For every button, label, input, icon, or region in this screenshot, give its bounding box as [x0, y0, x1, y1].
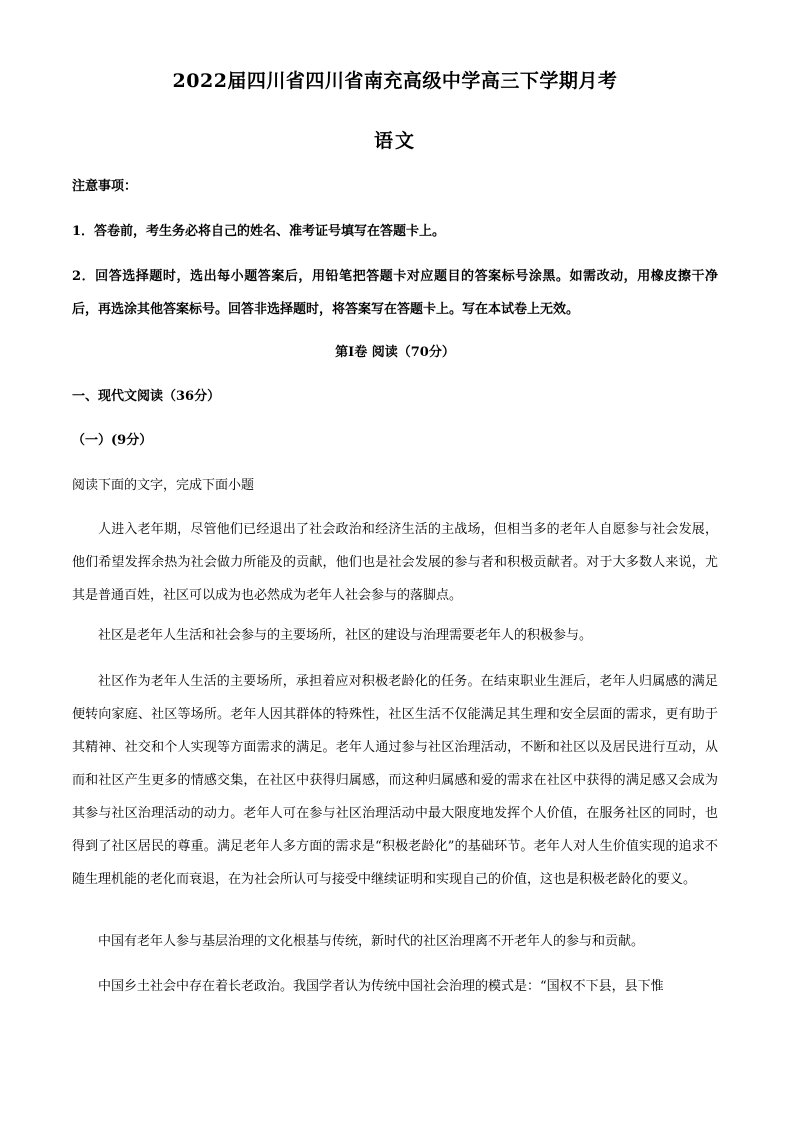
volume-heading: 第Ⅰ卷 阅读（70分） — [335, 345, 455, 360]
paragraph-5: 中国乡土社会中存在着长老政治。我国学者认为传统中国社会治理的模式是：“国权不下县，县下惟 — [98, 979, 664, 994]
paragraph-2: 社区是老年人生活和社会参与的主要场所，社区的建设与治理需要老年人的积极参与。 — [98, 628, 593, 643]
notice-item-1: 1．答卷前，考生务必将自己的姓名、准考证号填写在答题卡上。 — [72, 224, 446, 239]
paragraph-4: 中国有老年人参与基层治理的文化根基与传统，新时代的社区治理离不开老年人的参与和贡献。 — [98, 934, 645, 949]
reading-instruction: 阅读下面的文字，完成下面小题 — [72, 478, 255, 493]
notice-heading: 注意事项： — [72, 179, 138, 194]
subject-title: 语文 — [373, 130, 416, 152]
paragraph-3: 社区作为老年人生活的主要场所，承担着应对积极老龄化的任务。在结束职业生涯后，老年人归属感的满足便转向家庭、社区等场所。老年人因其群体的特殊性，社区生活不仅能满足其生理和安全层面的需求，更有助于其精神、社交和个人实现等方面需求的满足。老年人通过参与社区治理活动，不断和社区以及居民进行互动，从而和社区产生更多的情感交集，在社区中获得归属感，而这种归属感和爱的需求在社区中获得的满足感又会成为其参与社区治理活动的动力。老年人可在参与社区治理活动中最大限度地发挥个人价值，在服务社区的同时，也得到了社区居民的尊重。满足老年人多方面的需求是“积极老龄化”的基础环节。老年人对人生价值实现的追求不随生理机能的老化而衰退，在为社会所认可与接受中继续证明和实现自己的价值，这也是积极老龄化的要义。 — [72, 674, 718, 887]
paragraph-1: 人进入老年期，尽管他们已经退出了社会政治和经济生活的主战场，但相当多的老年人自愿参与社会发展，他们希望发挥余热为社会做力所能及的贡献，他们也是社会发展的参与者和积极贡献者。对于大多数人来说，尤其是普通百姓，社区可以成为也必然成为老年人社会参与的落脚点。 — [72, 522, 718, 603]
subsection-heading: （一）(9分） — [72, 433, 153, 448]
notice-item-2: 2．回答选择题时，选出每小题答案后，用铅笔把答题卡对应题目的答案标号涂黑。如需改动，用橡皮擦干净后，再选涂其他答案标号。回答非选择题时，将答案写在答题卡上。写在本试卷上无效。 — [72, 269, 718, 317]
exam-title: 2022届四川省四川省南充高级中学高三下学期月考 — [172, 70, 618, 92]
part-heading: 一、现代文阅读（36分） — [72, 389, 221, 404]
